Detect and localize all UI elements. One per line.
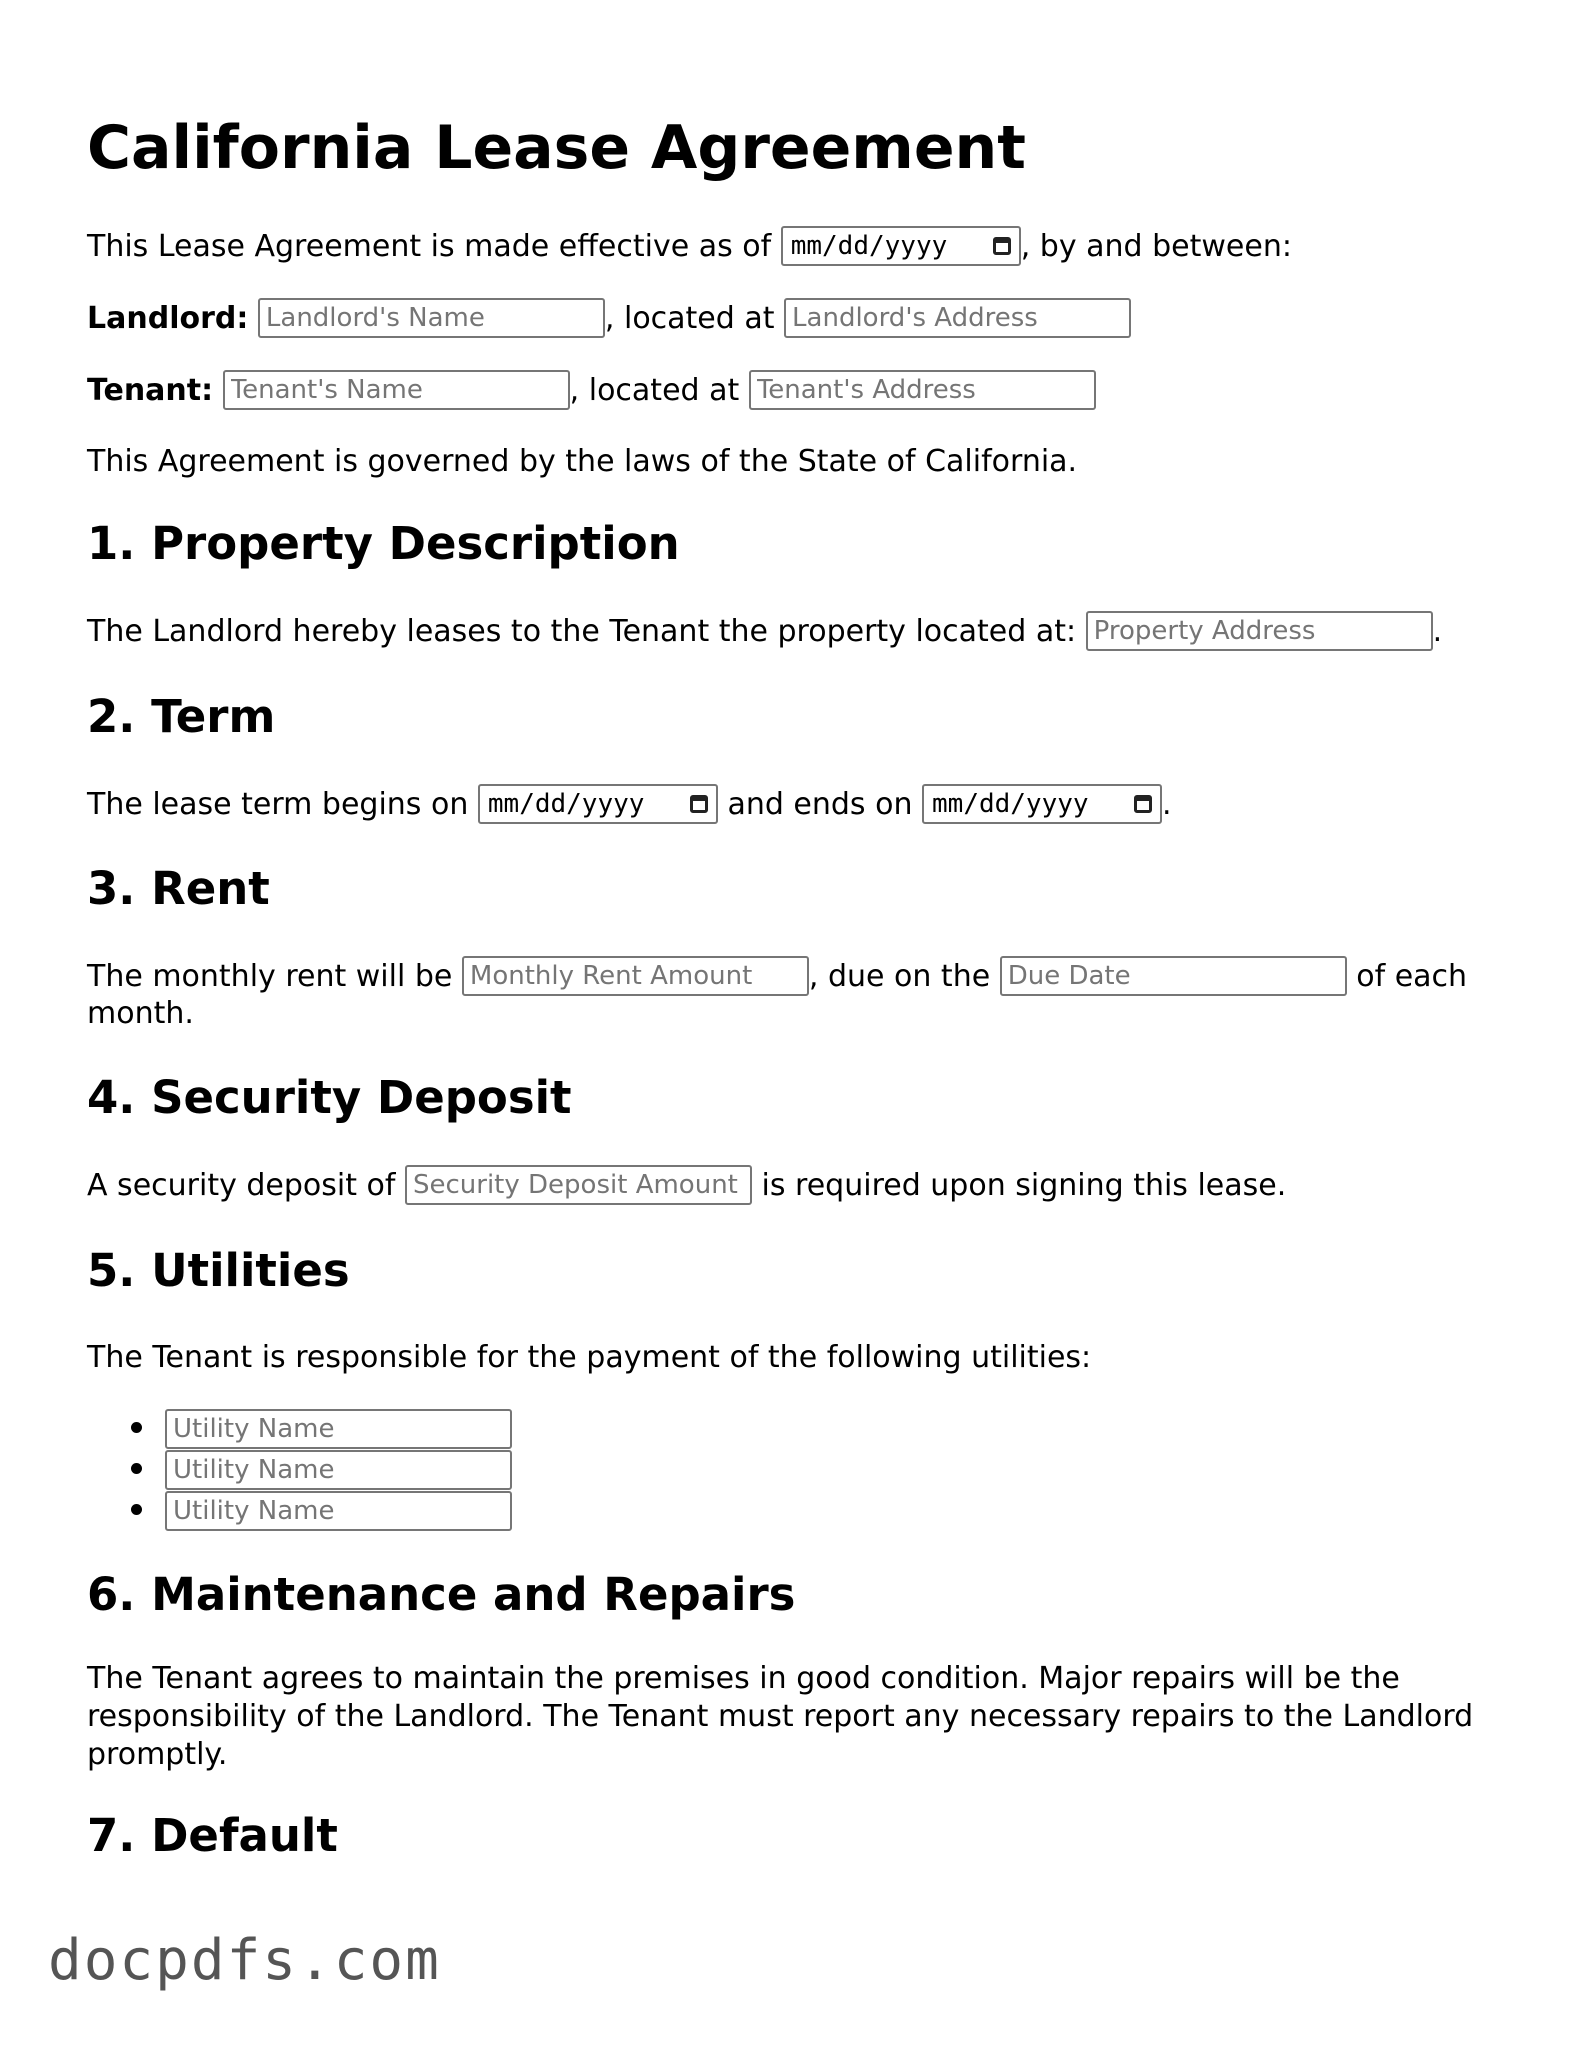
bullet-icon xyxy=(131,1504,142,1515)
term-start-date-input[interactable] xyxy=(478,784,718,824)
tenant-address-input[interactable] xyxy=(749,370,1096,410)
page-title: California Lease Agreement xyxy=(87,113,1026,183)
property-line xyxy=(87,612,1442,652)
rent-month-text: month. xyxy=(87,996,194,1031)
list-item xyxy=(87,1491,687,1531)
property-address-input[interactable] xyxy=(1086,611,1433,651)
bullet-icon xyxy=(131,1422,142,1433)
tenant-label: Tenant: xyxy=(87,373,214,408)
rent-due-on: , due on the xyxy=(808,959,991,994)
term-ends-text: and ends on xyxy=(727,787,913,822)
tenant-name-input[interactable] xyxy=(223,370,570,410)
term-end: . xyxy=(1162,787,1172,822)
bullet-icon xyxy=(131,1463,142,1474)
section-heading-maintenance: 6. Maintenance and Repairs xyxy=(87,1568,796,1621)
property-end: . xyxy=(1432,614,1443,649)
section-heading-property: 1. Property Description xyxy=(87,517,680,570)
term-start-placeholder: mm/dd/yyyy xyxy=(487,788,645,819)
due-date-input[interactable] xyxy=(1000,956,1347,996)
intro-suffix: , by and between: xyxy=(1020,229,1292,264)
list-item xyxy=(87,1409,687,1449)
intro-prefix: This Lease Agreement is made effective as of xyxy=(87,229,772,264)
section-heading-rent: 3. Rent xyxy=(87,862,270,915)
list-item xyxy=(87,1450,687,1490)
maintenance-text: The Tenant agrees to maintain the premises in good condition. Major repairs will be the responsibility of the Landlord. The Tenant must report any necessary repairs to the Landlord promptly. xyxy=(87,1661,1474,1772)
landlord-address-input[interactable] xyxy=(784,298,1131,338)
section-heading-default: 7. Default xyxy=(87,1809,338,1862)
rent-line xyxy=(87,957,1467,997)
property-text: The Landlord hereby leases to the Tenant the property located at: xyxy=(87,614,1077,649)
effective-date-input[interactable] xyxy=(781,226,1021,266)
deposit-line xyxy=(87,1166,1286,1206)
utility-name-input[interactable] xyxy=(165,1409,512,1449)
section-heading-utilities: 5. Utilities xyxy=(87,1244,350,1297)
rent-of-each: of each xyxy=(1356,959,1468,994)
security-deposit-input[interactable] xyxy=(405,1165,752,1205)
landlord-line xyxy=(87,299,1131,339)
landlord-located-at: , located at xyxy=(604,301,775,336)
intro-line xyxy=(87,227,1292,267)
term-line xyxy=(87,785,1172,825)
deposit-suffix: is required upon signing this lease. xyxy=(761,1168,1287,1203)
section-heading-deposit: 4. Security Deposit xyxy=(87,1071,572,1124)
landlord-label: Landlord: xyxy=(87,301,249,336)
section-heading-term: 2. Term xyxy=(87,690,276,743)
calendar-icon[interactable] xyxy=(690,795,708,813)
deposit-prefix: A security deposit of xyxy=(87,1168,396,1203)
tenant-line xyxy=(87,371,1096,411)
monthly-rent-input[interactable] xyxy=(462,956,809,996)
utility-name-input[interactable] xyxy=(165,1491,512,1531)
calendar-icon[interactable] xyxy=(1134,795,1152,813)
tenant-located-at: , located at xyxy=(569,373,740,408)
utility-name-input[interactable] xyxy=(165,1450,512,1490)
term-end-placeholder: mm/dd/yyyy xyxy=(932,788,1089,819)
governing-law-text: This Agreement is governed by the laws of the State of California. xyxy=(87,444,1078,479)
term-end-date-input[interactable] xyxy=(922,784,1162,824)
watermark-text: docpdfs.com xyxy=(48,1928,441,1993)
utilities-text: The Tenant is responsible for the payment of the following utilities: xyxy=(87,1340,1092,1375)
effective-date-placeholder: mm/dd/yyyy xyxy=(790,230,948,261)
landlord-name-input[interactable] xyxy=(258,298,605,338)
term-begins-text: The lease term begins on xyxy=(87,787,469,822)
calendar-icon[interactable] xyxy=(993,237,1011,255)
rent-prefix: The monthly rent will be xyxy=(87,959,453,994)
